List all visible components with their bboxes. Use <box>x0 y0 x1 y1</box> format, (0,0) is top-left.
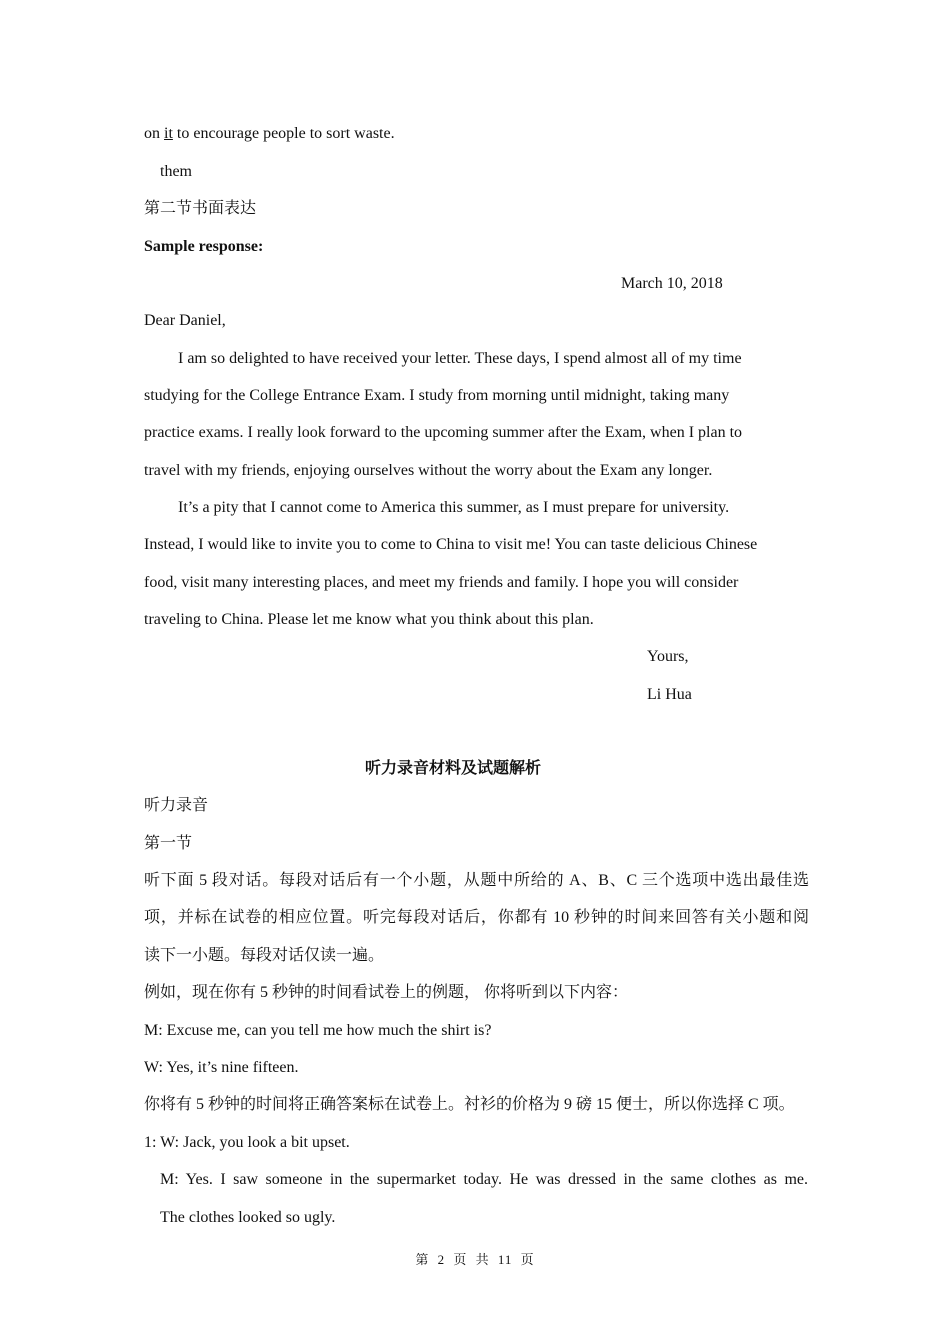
example-answer: 你将有 5 秒钟的时间将正确答案标在试卷上。衬衫的价格为 9 磅 15 便士，所以你选择 C 项。 <box>144 1096 795 1113</box>
listening-subtitle: 听力录音 <box>144 797 209 814</box>
paragraph-line: traveling to China. Please let me know what you think about this plan. <box>144 611 594 628</box>
instruction-line: 项，并标在试卷的相应位置。听完每段对话后，你都有 10 秒钟的时间来回答有关小题和阅 <box>144 909 809 926</box>
question1-w: 1: W: Jack, you look a bit upset. <box>144 1134 350 1151</box>
instruction-line: 读下一小题。每段对话仅读一遍。 <box>144 947 385 964</box>
question1-m-line2: The clothes looked so ugly. <box>160 1209 336 1226</box>
underlined-word: it <box>164 125 173 142</box>
section2-heading: 第二节书面表达 <box>144 200 257 217</box>
paragraph-line: travel with my friends, enjoying ourselves without the worry about the Exam any longer. <box>144 462 713 479</box>
paragraph-line: I am so delighted to have received your letter. These days, I spend almost all of my time <box>178 350 742 367</box>
letter-closing: Yours, <box>647 648 689 665</box>
top-fragment-line <box>144 124 395 144</box>
example-dialogue-w: W: Yes, it’s nine fifteen. <box>144 1059 299 1076</box>
paragraph-line: food, visit many interesting places, and meet my friends and family. I hope you will consider <box>144 574 739 591</box>
top-fragment-pre: on <box>144 125 164 142</box>
letter-greeting: Dear Daniel, <box>144 312 226 329</box>
sample-response-label: Sample response: <box>144 238 264 255</box>
paragraph-line: It’s a pity that I cannot come to America this summer, as I must prepare for university. <box>178 499 730 516</box>
instruction-line: 听下面 5 段对话。每段对话后有一个小题，从题中所给的 A、B、C 三个选项中选出最佳选 <box>144 872 809 889</box>
paragraph-line: practice exams. I really look forward to the upcoming summer after the Exam, when I plan to <box>144 424 743 441</box>
paragraph-line: studying for the College Entrance Exam. I study from morning until midnight, taking many <box>144 387 730 404</box>
listening-section-title: 听力录音材料及试题解析 <box>364 760 541 777</box>
page-footer: 第 2 页 共 11 页 <box>415 1252 535 1267</box>
paragraph-line: Instead, I would like to invite you to come to China to visit me! You can taste delicious Chinese <box>144 536 758 553</box>
example-intro: 例如，现在你有 5 秒钟的时间看试卷上的例题， 你将听到以下内容： <box>144 984 629 1001</box>
example-dialogue-m: M: Excuse me, can you tell me how much the shirt is? <box>144 1022 492 1039</box>
correction-word: them <box>160 163 192 180</box>
listening-part-heading: 第一节 <box>144 835 193 852</box>
top-fragment-post: to encourage people to sort waste. <box>172 125 395 142</box>
letter-date: March 10, 2018 <box>621 275 723 292</box>
letter-signature: Li Hua <box>647 686 692 703</box>
question1-m-line1: M: Yes. I saw someone in the supermarket today. He was dressed in the same clothes as me. <box>160 1171 808 1188</box>
